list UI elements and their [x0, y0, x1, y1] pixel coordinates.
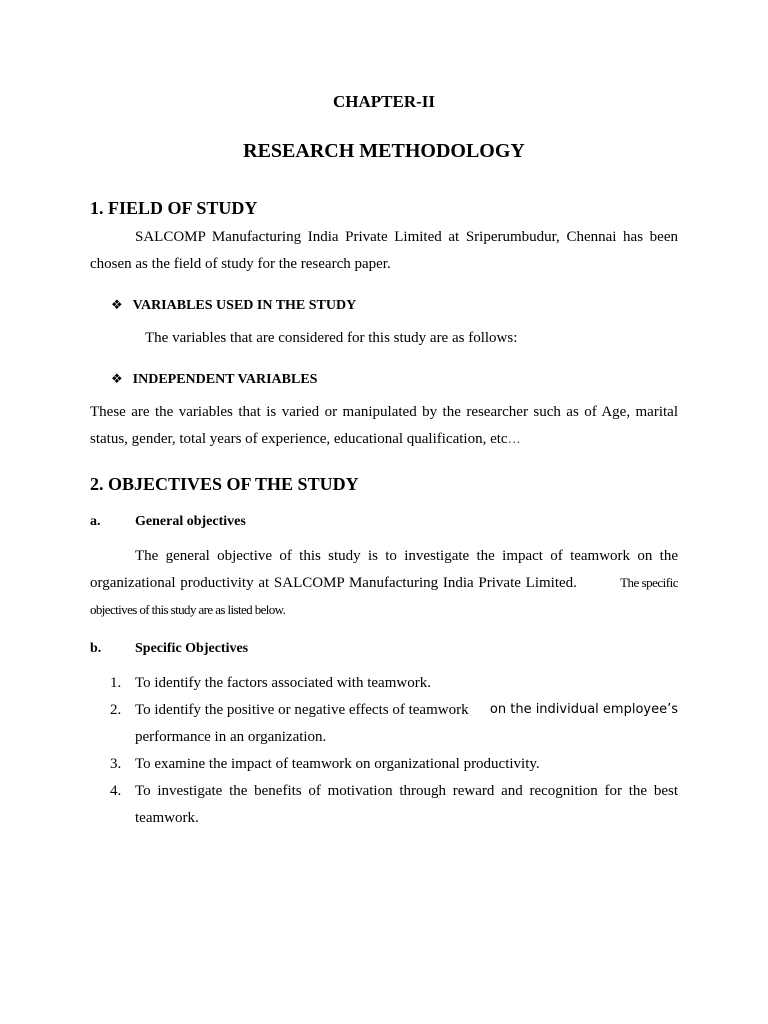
list-item-text [135, 702, 678, 719]
variables-text: The variables that are considered for this study are as follows: [145, 330, 518, 346]
list-item-text: To investigate the benefits of motivation through reward and recognition for the best [135, 783, 678, 799]
independent-heading: INDEPENDENT VARIABLES [132, 372, 318, 387]
specific-objectives-label: Specific Objectives [135, 641, 249, 656]
diamond-bullet-icon: ❖ [111, 297, 123, 312]
list-item-text-continued: performance in an organization. [135, 729, 327, 745]
general-objectives-label: General objectives [135, 514, 246, 529]
chapter-label: CHAPTER-II [332, 92, 435, 111]
general-line-3: objectives of this study are as listed below. [90, 602, 286, 617]
ellipsis: … [507, 432, 521, 447]
list-item-text: To examine the impact of teamwork on organizational productivity. [135, 756, 540, 772]
field-paragraph-line-1: SALCOMP Manufacturing India Private Limited at Sriperumbudur, Chennai has been [135, 229, 678, 245]
list-item-text: To identify the factors associated with teamwork. [135, 675, 431, 691]
list-item-text-b: on the individual employee’s [489, 702, 678, 717]
diamond-bullet-icon: ❖ [111, 371, 123, 386]
independent-line-2-text: status, gender, total years of experience, educational qualification, etc [90, 431, 508, 447]
list-item-text-a: To identify the positive or negative effects of teamwork [135, 702, 469, 718]
page-title: RESEARCH METHODOLOGY [243, 140, 525, 162]
independent-heading-row [111, 370, 317, 388]
general-line-1: The general objective of this study is to investigate the impact of teamwork on the [135, 548, 678, 564]
general-line-2-b: The specific [620, 575, 678, 590]
general-letter: a. [90, 514, 101, 529]
section-heading-objectives: 2. OBJECTIVES OF THE STUDY [90, 474, 359, 494]
section-heading-field-of-study: 1. FIELD OF STUDY [90, 198, 258, 218]
independent-line-1: These are the variables that is varied or manipulated by the researcher such as of Age, marital [90, 404, 678, 420]
list-item-number: 3. [110, 756, 122, 772]
field-paragraph-line-2: chosen as the field of study for the research paper. [90, 256, 391, 272]
list-item-number: 1. [110, 675, 122, 691]
independent-line-2 [90, 431, 521, 448]
variables-heading-row [111, 296, 356, 314]
general-line-2 [90, 575, 678, 592]
general-line-2-a: organizational productivity at SALCOMP Manufacturing India Private Limited. [90, 575, 577, 591]
specific-letter: b. [90, 641, 102, 656]
variables-heading: VARIABLES USED IN THE STUDY [132, 298, 357, 313]
list-item-number: 4. [110, 783, 122, 799]
list-item-number: 2. [110, 702, 122, 718]
list-item-text-continued: teamwork. [135, 810, 199, 826]
